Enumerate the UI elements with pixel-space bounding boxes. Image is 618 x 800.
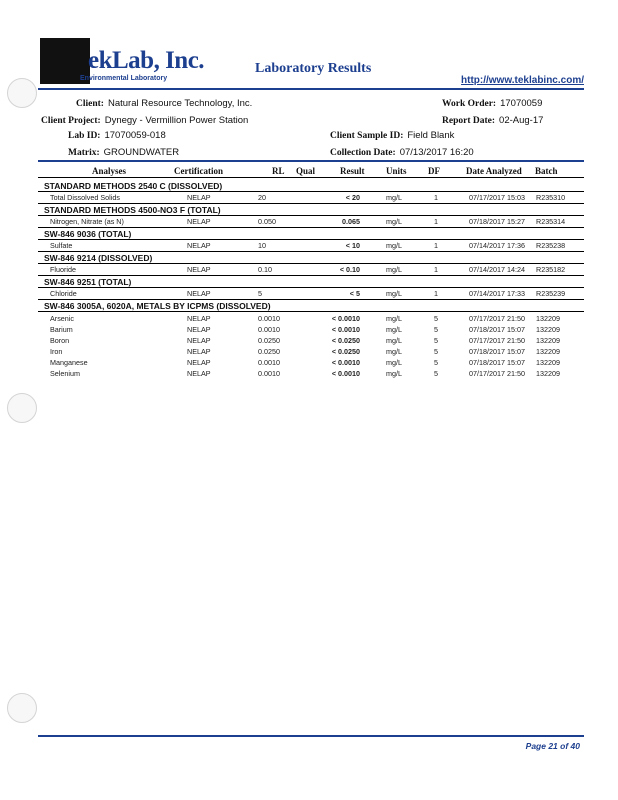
dilution-factor: 1: [434, 289, 438, 298]
date-analyzed: 07/17/2017 15:03: [469, 193, 525, 202]
certification: NELAP: [187, 217, 211, 226]
report-date-value: 02-Aug-17: [499, 115, 544, 126]
batch-id: R235238: [536, 241, 566, 250]
batch-id: 132209: [536, 358, 560, 367]
analyte-name: Fluoride: [50, 265, 76, 274]
col-header-qual: Qual: [296, 166, 316, 176]
date-analyzed: 07/18/2017 15:07: [469, 347, 525, 356]
units: mg/L: [386, 265, 402, 274]
work-order-label: Work Order:: [442, 99, 497, 109]
dilution-factor: 5: [434, 347, 438, 356]
units: mg/L: [386, 241, 402, 250]
client-label: Client:: [76, 99, 104, 109]
matrix-label: Matrix:: [68, 148, 100, 158]
date-analyzed: 07/18/2017 15:27: [469, 217, 525, 226]
analyte-name: Boron: [50, 336, 70, 345]
date-analyzed: 07/17/2017 21:50: [469, 369, 525, 378]
collection-date-field: [330, 147, 474, 158]
section-title: STANDARD METHODS 2540 C (DISSOLVED): [44, 181, 223, 191]
binder-hole: [7, 693, 37, 723]
collection-date-value: 07/13/2017 16:20: [399, 147, 474, 158]
sample-id-value: Field Blank: [407, 130, 455, 141]
sample-id-label: Client Sample ID:: [330, 131, 404, 141]
analyte-name: Barium: [50, 325, 73, 334]
units: mg/L: [386, 314, 402, 323]
dilution-factor: 5: [434, 325, 438, 334]
binder-hole: [7, 393, 37, 423]
work-order-field: [442, 98, 542, 109]
work-order-value: 17070059: [500, 98, 543, 109]
batch-id: R235310: [536, 193, 566, 202]
dilution-factor: 5: [434, 358, 438, 367]
result-value: < 0.0010: [331, 325, 360, 334]
result-value: < 10: [345, 241, 360, 250]
analyte-name: Sulfate: [50, 241, 73, 250]
batch-id: 132209: [536, 314, 560, 323]
certification: NELAP: [187, 358, 211, 367]
sample-id-field: [330, 130, 454, 141]
project-value: Dynegy - Vermillion Power Station: [104, 115, 249, 126]
col-header-rl: RL: [272, 166, 285, 176]
units: mg/L: [386, 289, 402, 298]
units: mg/L: [386, 347, 402, 356]
company-logo: ekLab, Inc.: [88, 47, 205, 74]
units: mg/L: [386, 193, 402, 202]
certification: NELAP: [187, 241, 211, 250]
batch-id: R235314: [536, 217, 566, 226]
section-divider: [38, 191, 584, 192]
date-analyzed: 07/18/2017 15:07: [469, 325, 525, 334]
analyte-name: Chloride: [50, 289, 77, 298]
result-value: < 5: [349, 289, 360, 298]
col-header-df: DF: [428, 166, 440, 176]
report-date-field: [442, 115, 543, 126]
info-divider: [38, 160, 584, 162]
website-link[interactable]: http://www.teklabinc.com/: [461, 75, 584, 86]
certification: NELAP: [187, 193, 211, 202]
company-logo-subtitle: Environmental Laboratory: [80, 75, 168, 82]
date-analyzed: 07/14/2017 17:33: [469, 289, 525, 298]
project-field: [41, 115, 248, 126]
section-divider: [38, 311, 584, 312]
lab-id-field: [68, 130, 166, 141]
lab-id-label: Lab ID:: [68, 131, 101, 141]
page-title: Laboratory Results: [255, 61, 372, 76]
col-header-date-analyzed: Date Analyzed: [466, 166, 522, 176]
matrix-field: [68, 147, 179, 158]
col-header-analyses: Analyses: [92, 166, 127, 176]
reporting-limit: 0.0010: [258, 325, 280, 334]
section-title: SW-846 9214 (DISSOLVED): [44, 253, 153, 263]
reporting-limit: 0.0250: [258, 347, 280, 356]
units: mg/L: [386, 217, 402, 226]
batch-id: R235239: [536, 289, 566, 298]
reporting-limit: 10: [258, 241, 266, 250]
result-value: < 0.10: [339, 265, 360, 274]
units: mg/L: [386, 325, 402, 334]
batch-id: 132209: [536, 369, 560, 378]
result-value: < 0.0250: [331, 347, 360, 356]
batch-id: 132209: [536, 325, 560, 334]
reporting-limit: 0.050: [258, 217, 276, 226]
collection-date-label: Collection Date:: [330, 148, 396, 158]
page-number: Page 21 of 40: [525, 741, 580, 751]
section-divider: [38, 215, 584, 216]
analyte-name: Arsenic: [50, 314, 74, 323]
result-value: < 0.0010: [331, 314, 360, 323]
section-title: SW-846 9036 (TOTAL): [44, 229, 132, 239]
certification: NELAP: [187, 336, 211, 345]
date-analyzed: 07/14/2017 17:36: [469, 241, 525, 250]
section-title: SW-846 3005A, 6020A, METALS BY ICPMS (DISSOLVED): [44, 301, 271, 311]
col-header-certification: Certification: [174, 166, 223, 176]
matrix-value: GROUNDWATER: [103, 147, 180, 158]
date-analyzed: 07/18/2017 15:07: [469, 358, 525, 367]
batch-id: 132209: [536, 336, 560, 345]
client-field: [76, 98, 252, 109]
analyte-name: Nitrogen, Nitrate (as N): [50, 217, 124, 226]
result-value: < 0.0010: [331, 358, 360, 367]
col-header-units: Units: [386, 166, 407, 176]
dilution-factor: 5: [434, 336, 438, 345]
report-date-label: Report Date:: [442, 116, 496, 126]
section-title: STANDARD METHODS 4500-NO3 F (TOTAL): [44, 205, 221, 215]
reporting-limit: 0.0010: [258, 314, 280, 323]
result-value: < 0.0250: [331, 336, 360, 345]
binder-hole: [7, 78, 37, 108]
result-value: < 20: [345, 193, 360, 202]
dilution-factor: 1: [434, 217, 438, 226]
reporting-limit: 0.0010: [258, 358, 280, 367]
units: mg/L: [386, 358, 402, 367]
section-end-divider: [38, 203, 584, 204]
reporting-limit: 0.0250: [258, 336, 280, 345]
certification: NELAP: [187, 369, 211, 378]
reporting-limit: 5: [258, 289, 262, 298]
certification: NELAP: [187, 289, 211, 298]
lab-id-value: 17070059-018: [104, 130, 166, 141]
analyte-name: Total Dissolved Solids: [50, 193, 120, 202]
section-end-divider: [38, 227, 584, 228]
date-analyzed: 07/17/2017 21:50: [469, 336, 525, 345]
section-end-divider: [38, 275, 584, 276]
section-end-divider: [38, 299, 584, 300]
units: mg/L: [386, 369, 402, 378]
reporting-limit: 20: [258, 193, 266, 202]
result-value: < 0.0010: [331, 369, 360, 378]
result-value: 0.065: [342, 217, 360, 226]
section-divider: [38, 263, 584, 264]
reporting-limit: 0.10: [258, 265, 272, 274]
batch-id: 132209: [536, 347, 560, 356]
col-header-result: Result: [340, 166, 365, 176]
footer-divider: [38, 735, 584, 737]
dilution-factor: 5: [434, 369, 438, 378]
dilution-factor: 1: [434, 241, 438, 250]
section-title: SW-846 9251 (TOTAL): [44, 277, 132, 287]
batch-id: R235182: [536, 265, 566, 274]
project-label: Client Project:: [41, 116, 101, 126]
certification: NELAP: [187, 265, 211, 274]
analyte-name: Manganese: [50, 358, 88, 367]
units: mg/L: [386, 336, 402, 345]
dilution-factor: 1: [434, 265, 438, 274]
dilution-factor: 1: [434, 193, 438, 202]
analyte-name: Iron: [50, 347, 63, 356]
col-header-batch: Batch: [535, 166, 558, 176]
date-analyzed: 07/17/2017 21:50: [469, 314, 525, 323]
certification: NELAP: [187, 314, 211, 323]
section-divider: [38, 239, 584, 240]
section-end-divider: [38, 251, 584, 252]
date-analyzed: 07/14/2017 14:24: [469, 265, 525, 274]
reporting-limit: 0.0010: [258, 369, 280, 378]
section-divider: [38, 287, 584, 288]
header-underline: [38, 177, 584, 178]
certification: NELAP: [187, 325, 211, 334]
dilution-factor: 5: [434, 314, 438, 323]
header-divider: [38, 88, 584, 90]
certification: NELAP: [187, 347, 211, 356]
client-value: Natural Resource Technology, Inc.: [107, 98, 253, 109]
analyte-name: Selenium: [50, 369, 80, 378]
